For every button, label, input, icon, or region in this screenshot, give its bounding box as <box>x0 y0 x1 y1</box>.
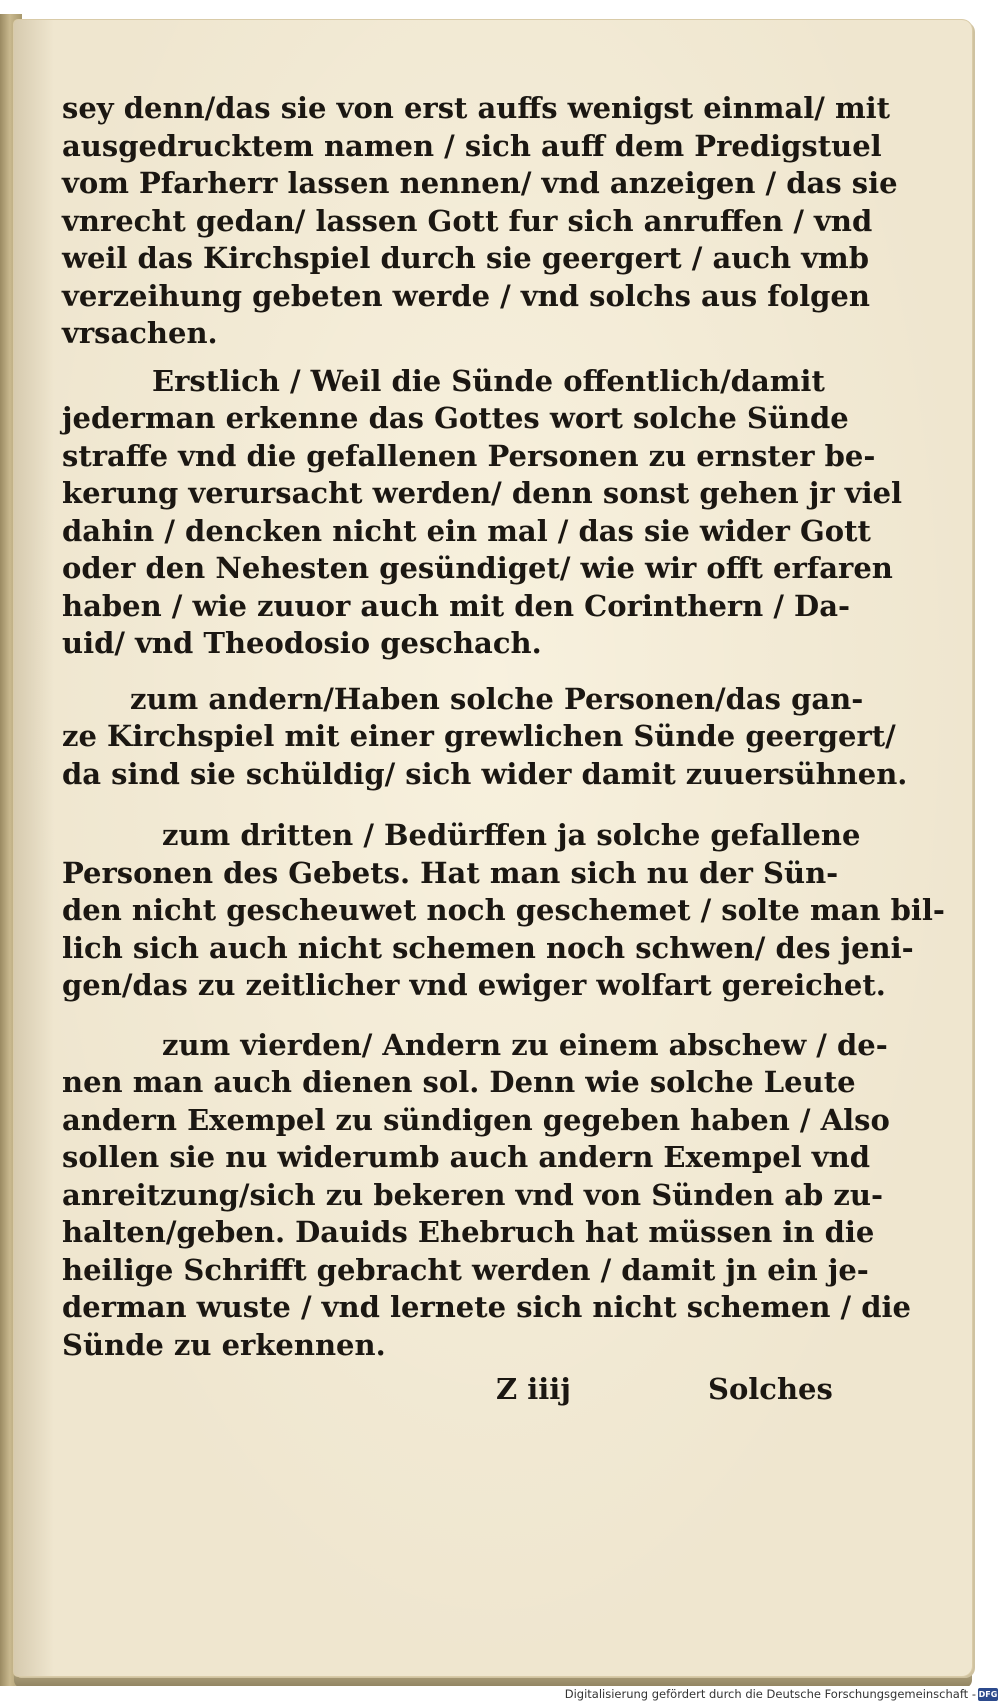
page-footer <box>0 1372 1000 1412</box>
text-line: sollen sie nu widerumb auch andern Exempel vnd <box>62 1140 870 1174</box>
paragraph-erstlich <box>62 363 903 663</box>
paragraph-zum-vierden <box>62 1027 911 1365</box>
text-line: anreitzung/sich zu bekeren vnd von Sünden ab zu- <box>62 1177 883 1212</box>
text-line: vrsachen. <box>62 316 218 350</box>
text-line: lich sich auch nicht schemen noch schwen/ des jeni- <box>62 930 914 965</box>
text-line: oder den Nehesten gesündiget/ wie wir offt erfaren <box>62 551 893 585</box>
text-line: ausgedrucktem namen / sich auff dem Predigstuel <box>62 128 882 163</box>
text-line: derman wuste / vnd lernete sich nicht schemen / die <box>62 1290 911 1324</box>
text-line: nen man auch dienen sol. Denn wie solche Leute <box>62 1065 856 1099</box>
paragraph-intro <box>62 90 898 353</box>
text-line: kerung verursacht werden/ denn sonst gehen jr viel <box>62 476 903 510</box>
page-text <box>62 90 945 1364</box>
text-line: verzeihung gebeten werde / vnd solchs aus folgen <box>62 278 870 313</box>
text-line: zum vierden/ Andern zu einem abschew / de- <box>162 1027 888 1062</box>
text-line: Erstlich / Weil die Sünde offentlich/damit <box>152 363 825 398</box>
text-line: ze Kirchspiel mit einer grewlichen Sünde geergert/ <box>62 719 896 753</box>
text-line: jederman erkenne das Gottes wort solche Sünde <box>62 401 849 435</box>
text-line: uid/ vnd Theodosio geschach. <box>62 626 542 660</box>
text-line: den nicht gescheuwet noch geschemet / solte man bil- <box>62 893 945 927</box>
text-line: straffe vnd die gefallenen Personen zu ernster be- <box>62 438 876 473</box>
text-line: dahin / dencken nicht ein mal / das sie wider Gott <box>62 513 871 548</box>
text-line: vnrecht gedan/ lassen Gott fur sich anruffen / vnd <box>62 203 873 238</box>
text-line: zum andern/Haben solche Personen/das gan- <box>130 681 864 716</box>
text-line: gen/das zu zeitlicher vnd ewiger wolfart gereichet. <box>62 968 886 1002</box>
text-line: weil das Kirchspiel durch sie geergert / auch vmb <box>62 241 870 275</box>
funding-credit: Digitalisierung gefördert durch die Deutsche Forschungsgemeinschaft - <box>564 1687 976 1701</box>
text-line: heilige Schrifft gebracht werden / damit jn ein je- <box>62 1252 869 1287</box>
paragraph-zum-andern <box>62 681 908 794</box>
paragraph-zum-dritten <box>62 817 945 1005</box>
text-line: haben / wie zuuor auch mit den Corinthern / Da- <box>62 588 851 623</box>
text-line: Personen des Gebets. Hat man sich nu der Sün- <box>62 855 839 890</box>
text-line: da sind sie schüldig/ sich wider damit zuuersühnen. <box>62 756 908 791</box>
text-line: andern Exempel zu sündigen gegeben haben / Also <box>62 1102 890 1137</box>
text-line: zum dritten / Bedürffen ja solche gefallene <box>162 818 861 852</box>
credit-bar <box>0 1686 1000 1704</box>
signature-mark: Z iiij <box>496 1372 571 1406</box>
text-line: vom Pfarherr lassen nennen/ vnd anzeigen / das sie <box>62 166 898 200</box>
catchword: Solches <box>708 1372 833 1406</box>
dfg-logo-icon: DFG <box>978 1690 998 1699</box>
text-line: halten/geben. Dauids Ehebruch hat müssen in die <box>62 1215 875 1249</box>
text-line: Sünde zu erkennen. <box>62 1327 386 1362</box>
text-line: sey denn/das sie von erst auffs wenigst einmal/ mit <box>62 91 891 125</box>
